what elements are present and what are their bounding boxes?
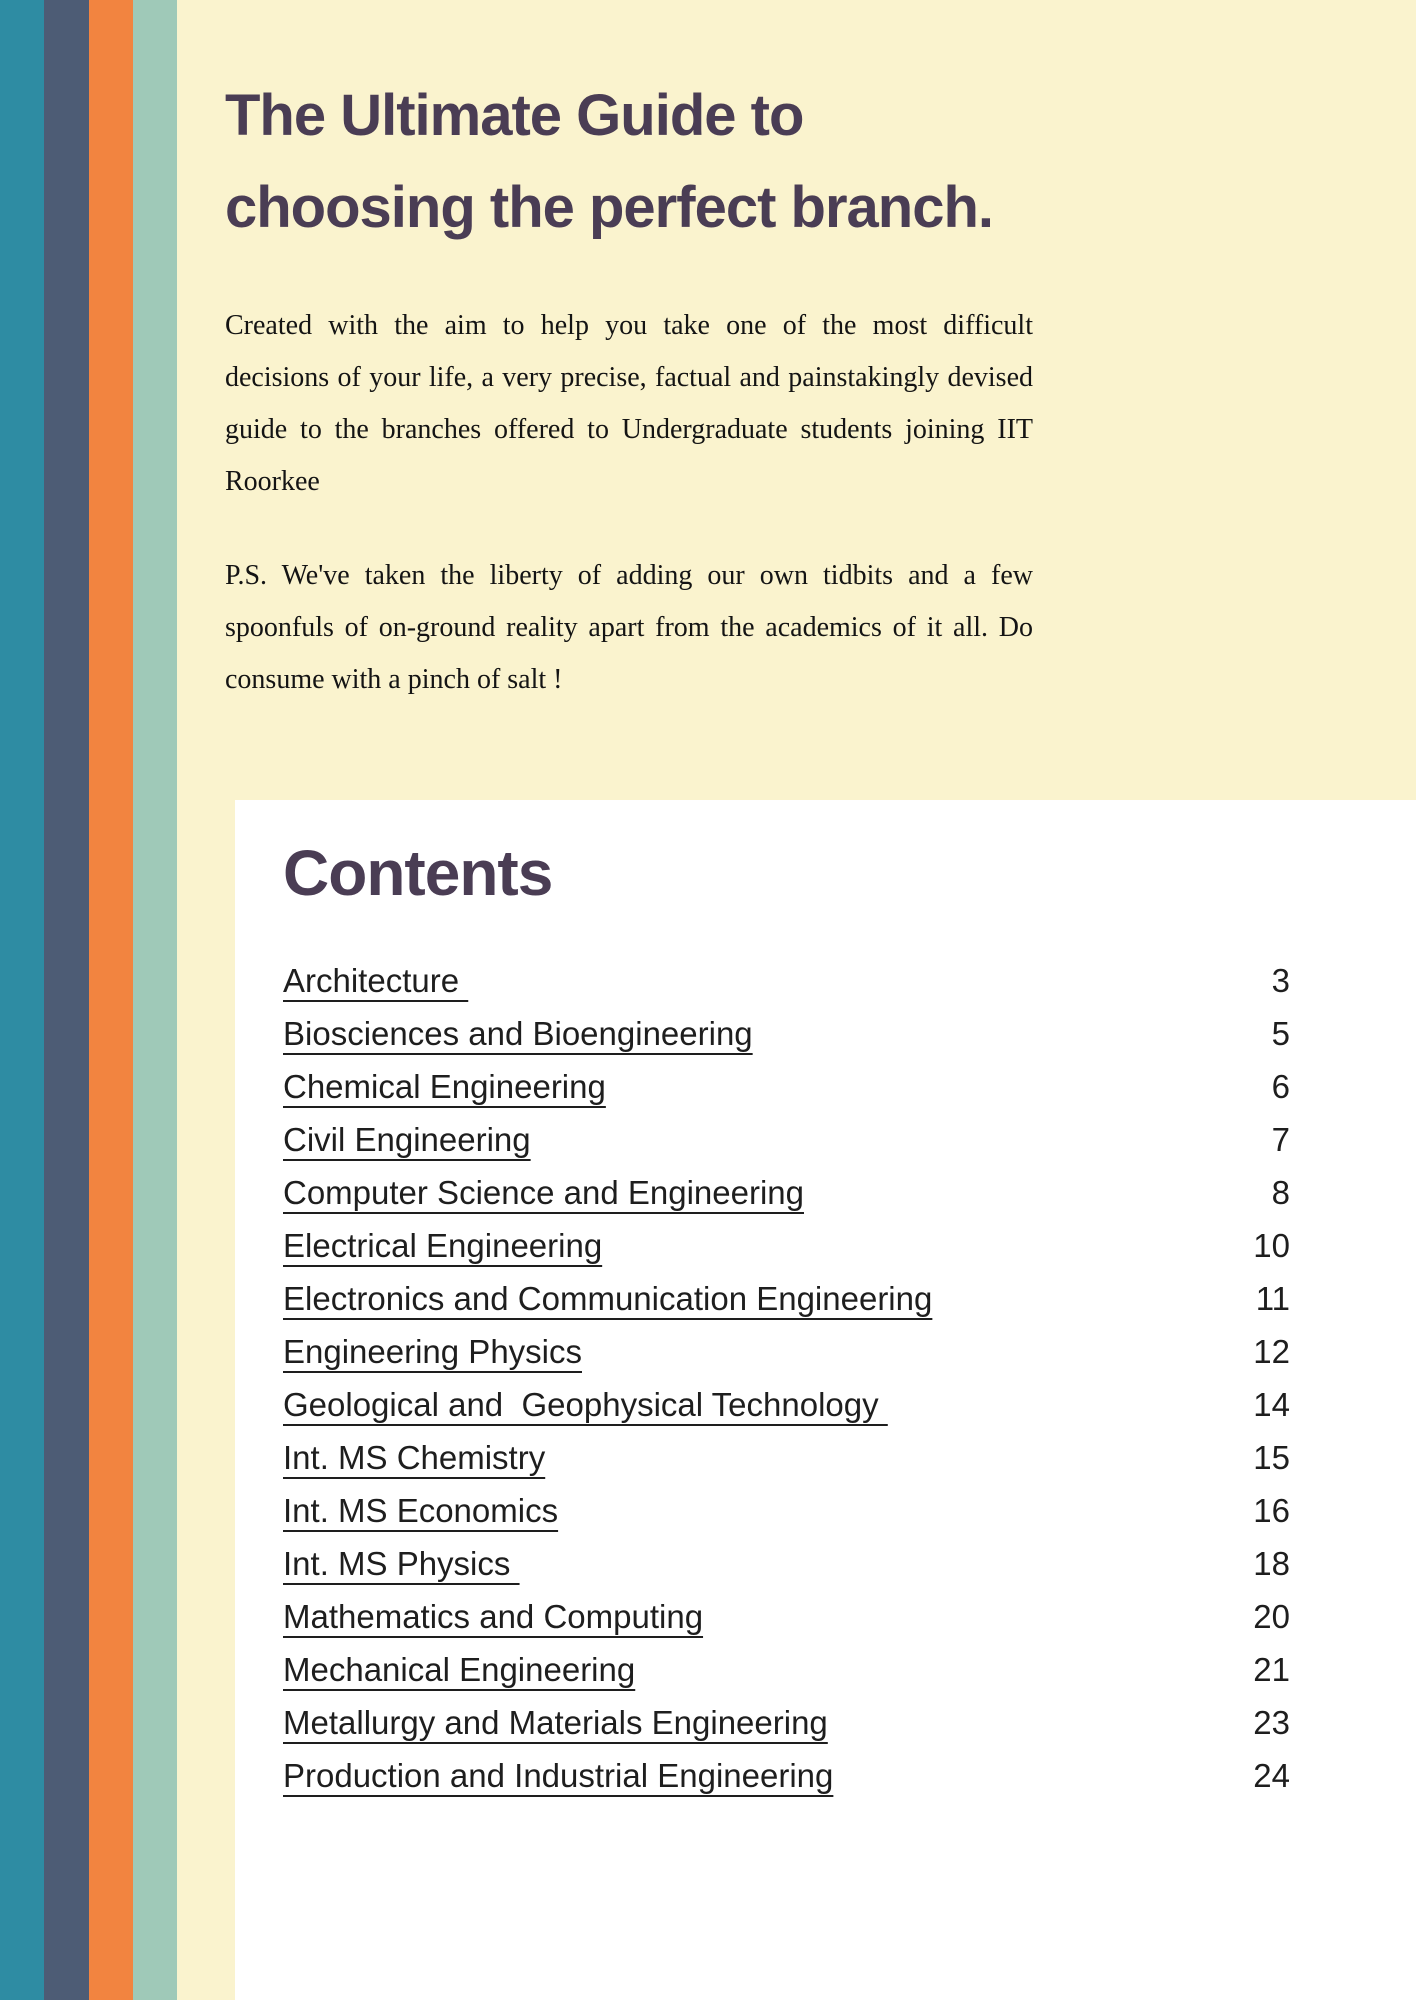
intro-paragraph: Created with the aim to help you take one of the most difficult decisions of your life, a very precise, factual and painstakingly devised guide to the branches offered to Undergraduate students joining IIT Roorkee <box>225 310 1033 497</box>
toc-link-computer-science-and-engineering[interactable]: Computer Science and Engineering <box>283 1174 804 1211</box>
toc-link-electrical-engineering[interactable]: Electrical Engineering <box>283 1227 603 1264</box>
table-of-contents <box>283 962 1290 1810</box>
toc-page-number: 15 <box>1253 1439 1290 1476</box>
toc-page-number: 3 <box>1271 962 1290 999</box>
toc-row <box>283 1492 1290 1545</box>
toc-link-int-ms-physics[interactable]: Int. MS Physics <box>283 1545 520 1582</box>
toc-page-number: 14 <box>1253 1386 1290 1423</box>
toc-link-engineering-physics[interactable]: Engineering Physics <box>283 1333 582 1370</box>
toc-page-number: 12 <box>1253 1333 1290 1370</box>
toc-link-chemical-engineering[interactable]: Chemical Engineering <box>283 1068 606 1105</box>
toc-link-int-ms-chemistry[interactable]: Int. MS Chemistry <box>283 1439 546 1476</box>
toc-page-number: 6 <box>1271 1068 1290 1105</box>
ps-paragraph: P.S. We've taken the liberty of adding our own tidbits and a few spoonfuls of on-ground reality apart from the academics of it all. Do consume with a pinch of salt ! <box>225 560 1033 695</box>
toc-link-mechanical-engineering[interactable]: Mechanical Engineering <box>283 1651 636 1688</box>
toc-row <box>283 1439 1290 1492</box>
toc-row <box>283 1068 1290 1121</box>
toc-page-number: 7 <box>1271 1121 1290 1158</box>
toc-page-number: 23 <box>1253 1704 1290 1741</box>
toc-row <box>283 962 1290 1015</box>
toc-row <box>283 1015 1290 1068</box>
toc-link-production-and-industrial-engineering[interactable]: Production and Industrial Engineering <box>283 1757 834 1794</box>
hero-section <box>225 70 1085 734</box>
stripe-orange <box>89 0 133 2000</box>
toc-link-metallurgy-and-materials-engineering[interactable]: Metallurgy and Materials Engineering <box>283 1704 828 1741</box>
toc-page-number: 18 <box>1253 1545 1290 1582</box>
toc-link-mathematics-and-computing[interactable]: Mathematics and Computing <box>283 1598 704 1635</box>
toc-row <box>283 1545 1290 1598</box>
toc-page-number: 21 <box>1253 1651 1290 1688</box>
toc-row <box>283 1651 1290 1704</box>
toc-page-number: 5 <box>1271 1015 1290 1052</box>
toc-link-electronics-and-communication-engineering[interactable]: Electronics and Communication Engineering <box>283 1280 933 1317</box>
toc-page-number: 8 <box>1271 1174 1290 1211</box>
toc-page-number: 10 <box>1253 1227 1290 1264</box>
page-title <box>225 70 1085 254</box>
page-title-line1: The Ultimate Guide to <box>225 83 804 148</box>
toc-row <box>283 1386 1290 1439</box>
toc-row <box>283 1227 1290 1280</box>
left-stripe-bar <box>0 0 177 2000</box>
toc-page-number: 24 <box>1253 1757 1290 1794</box>
intro-text-block <box>225 300 1033 706</box>
toc-link-geological-and-geophysical-technology[interactable]: Geological and Geophysical Technology <box>283 1386 888 1423</box>
contents-card <box>235 800 1416 2000</box>
toc-row <box>283 1121 1290 1174</box>
toc-link-biosciences-and-bioengineering[interactable]: Biosciences and Bioengineering <box>283 1015 753 1052</box>
stripe-slate <box>44 0 89 2000</box>
toc-row <box>283 1333 1290 1386</box>
page-title-line2: choosing the perfect branch. <box>225 175 993 240</box>
stripe-teal <box>0 0 44 2000</box>
toc-row <box>283 1704 1290 1757</box>
stripe-sage <box>133 0 177 2000</box>
toc-row <box>283 1757 1290 1810</box>
toc-link-int-ms-economics[interactable]: Int. MS Economics <box>283 1492 559 1529</box>
toc-page-number: 20 <box>1253 1598 1290 1635</box>
toc-row <box>283 1174 1290 1227</box>
toc-page-number: 16 <box>1253 1492 1290 1529</box>
toc-page-number: 11 <box>1255 1280 1290 1317</box>
toc-row <box>283 1598 1290 1651</box>
toc-row <box>283 1280 1290 1333</box>
contents-heading: Contents <box>283 837 553 909</box>
toc-link-civil-engineering[interactable]: Civil Engineering <box>283 1121 531 1158</box>
toc-link-architecture[interactable]: Architecture <box>283 962 469 999</box>
